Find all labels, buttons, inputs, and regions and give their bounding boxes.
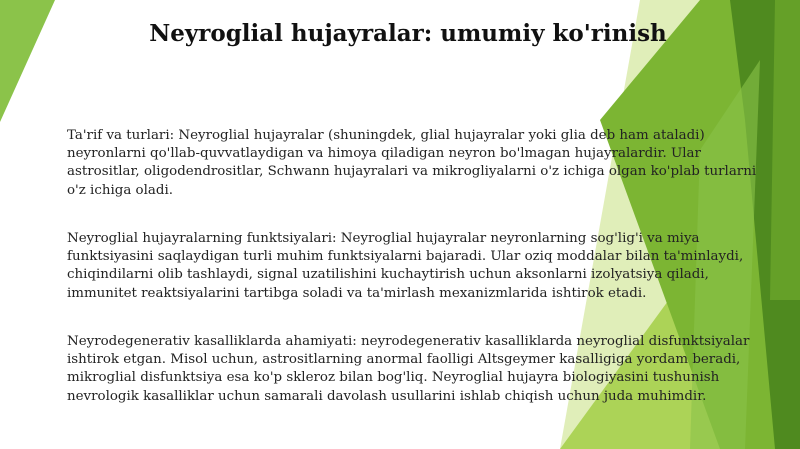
paragraph-functions: Neyroglial hujayralarning funktsiyalari: Neyroglial hujayralar neyronlarning sog'lig'i va miya funktsiyasini saqlaydigan turli muhim funktsiyalarni bajaradi. Ular oziq moddalar bilan ta'minlaydi, chiqindilarni olib tashlaydi, signal uzatilishini kuchaytirish uchun aksonlarni izolyatsiya qiladi, immunitet reaktsiyalarini tartibga soladi va ta'mirlash mexanizmlarida ishtirok etadi.	[67, 231, 744, 301]
left-wedge-shape	[0, 0, 55, 122]
paragraph-significance: Neyrodegenerativ kasalliklarda ahamiyati: neyrodegenerativ kasalliklarda neyroglial disfunktsiyalar ishtirok etgan. Misol uchun, astrositlarning anormal faolligi Altsgeymer kasalligiga yordam beradi, mikroglial disfunktsiya esa ko'p skleroz bilan bog'liq. Neyroglial hujayra biologiyasini tushunish nevrologik kasalliklar uchun samarali davolash usullarini ishlab chiqish uchun juda muhimdir.	[67, 334, 750, 404]
slide-title: Neyroglial hujayralar: umumiy ko'rinish	[149, 20, 667, 47]
paragraph-definition: Ta'rif va turlari: Neyroglial hujayralar (shuningdek, glial hujayralar yoki glia deb ham ataladi) neyronlarni qo'llab-quvvatlaydigan va himoya qiladigan neyron bo'lmagan hujayralardir. Ular astrositlar, oligodendrositlar, Schwann hujayralari va mikrogliyalarni o'z ichiga olgan ko'plab turlarni o'z ichiga oladi.	[67, 128, 757, 198]
